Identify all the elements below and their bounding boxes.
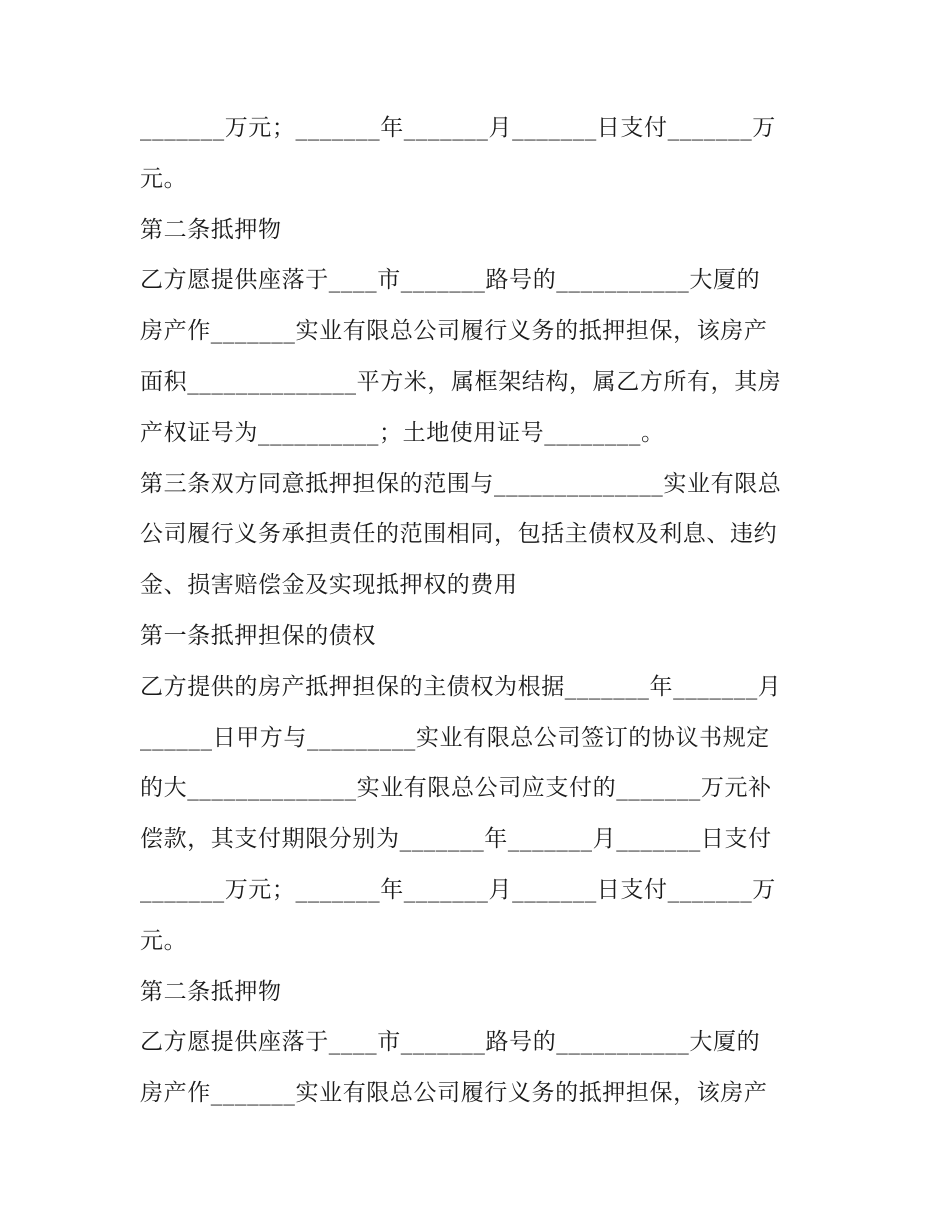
- text-line: 元。: [140, 165, 188, 192]
- text-line: 面积______________平方米，属框架结构，属乙方所有，其房: [140, 368, 782, 395]
- text-line: 乙方提供的房产抵押担保的主债权为根据_______年_______月: [140, 673, 782, 700]
- text-line: 乙方愿提供座落于____市_______路号的___________大厦的: [140, 1029, 761, 1056]
- text-line: 第三条双方同意抵押担保的范围与______________实业有限总: [140, 470, 782, 497]
- document-body: [140, 103, 820, 1119]
- text-line: 偿款，其支付期限分别为_______年_______月_______日支付: [140, 826, 772, 853]
- text-line: 公司履行义务承担责任的范围相同，包括主债权及利息、违约: [140, 521, 778, 548]
- text-line: 元。: [140, 927, 188, 954]
- text-line: 产权证号为__________；土地使用证号________。: [140, 419, 665, 446]
- section-heading: 第一条抵押担保的债权: [140, 622, 376, 649]
- text-line: _______万元；_______年_______月_______日支付_______万: [140, 115, 776, 141]
- text-line: 乙方愿提供座落于____市_______路号的___________大厦的: [140, 267, 761, 294]
- text-line: ______日甲方与_________实业有限总公司签订的协议书规定: [140, 724, 770, 751]
- section-heading: 第二条抵押物: [140, 978, 282, 1005]
- section-heading: 第二条抵押物: [140, 216, 282, 243]
- text-line: 金、损害赔偿金及实现抵押权的费用: [140, 572, 518, 599]
- text-line: 房产作_______实业有限总公司履行义务的抵押担保，该房产: [140, 1080, 768, 1107]
- text-line: 房产作_______实业有限总公司履行义务的抵押担保，该房产: [140, 318, 768, 345]
- text-line: _______万元；_______年_______月_______日支付_______万: [140, 876, 776, 903]
- text-line: 的大______________实业有限总公司应支付的_______万元补: [140, 775, 772, 802]
